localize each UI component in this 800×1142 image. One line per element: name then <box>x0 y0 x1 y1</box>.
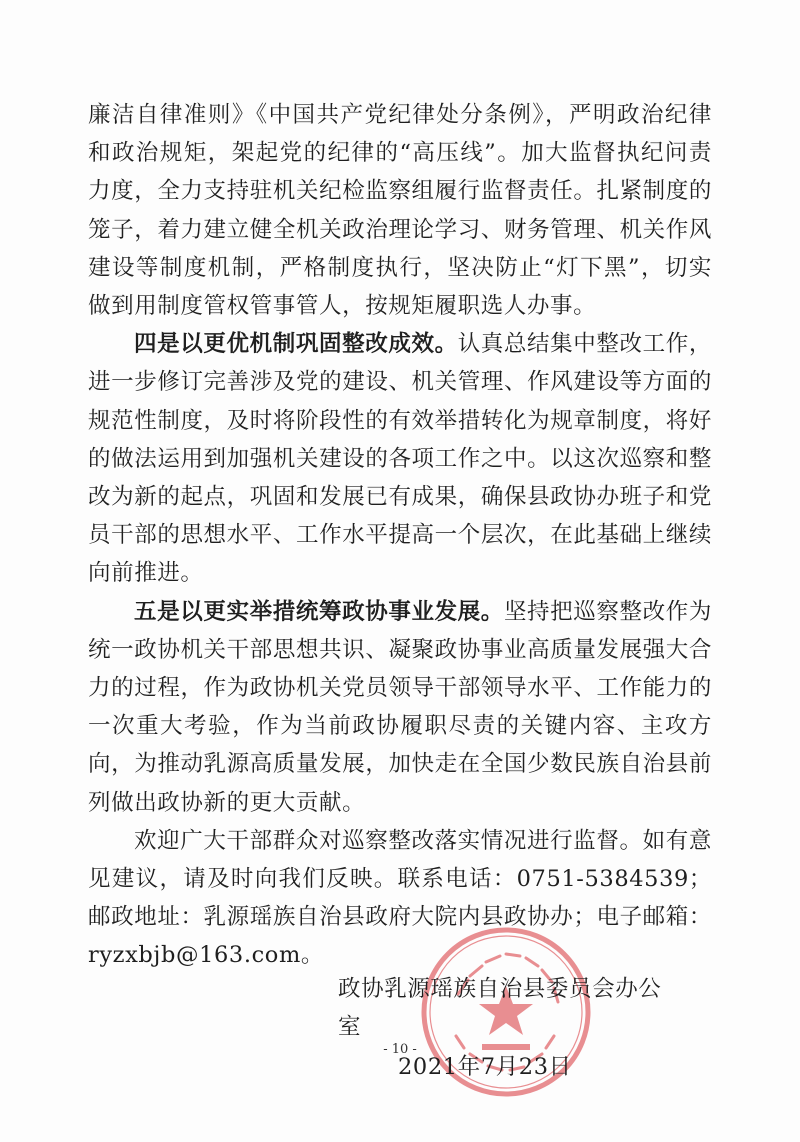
document-body <box>88 96 712 975</box>
paragraph-4 <box>88 822 712 975</box>
paragraph-3-text: 坚持把巡察整改作为统一政协机关干部思想共识、凝聚政协事业高质量发展强大合力的过程，作为政协机关党员领导干部领导水平、工作能力的一次重大考验，作为当前政协履职尽责的关键内容、主攻方向，为推动乳源高质量发展，加快走在全国少数民族自治县前列做出政协新的更大贡献。 <box>88 598 712 816</box>
paragraph-4-text: 欢迎广大干部群众对巡察整改落实情况进行监督。如有意见建议，请及时向我们反映。联系电话：0751-5384539；邮政地址：乳源瑶族自治县政府大院内县政协办；电子邮箱：ryzxbjb@163.com。 <box>88 827 712 969</box>
paragraph-2-lead: 四是以更优机制巩固整改成效。 <box>134 331 458 358</box>
signature-block <box>338 970 668 1086</box>
paragraph-1-text: 廉洁自律准则》《中国共产党纪律处分条例》，严明政治纪律和政治规矩，架起党的纪律的“高压线”。加大监督执纪问责力度，全力支持驻机关纪检监察组履行监督责任。扎紧制度的笼子，着力建立健全机关政治理论学习、财务管理、机关作风建设等制度机制，严格制度执行，坚决防止“灯下黑”，切实做到用制度管权管事管人，按规矩履职选人办事。 <box>88 102 712 320</box>
paragraph-1 <box>88 96 712 325</box>
paragraph-3 <box>88 593 712 822</box>
signature-organization: 政协乳源瑶族自治县委员会办公室 <box>338 976 662 1040</box>
page-number: - 10 - <box>383 1042 417 1057</box>
paragraph-3-lead: 五是以更实举措统筹政协事业发展。 <box>134 598 504 625</box>
signature-date: 2021年7月23日 <box>398 1054 572 1080</box>
paragraph-2-text: 认真总结集中整改工作，进一步修订完善涉及党的建设、机关管理、作风建设等方面的规范性制度，及时将阶段性的有效举措转化为规章制度，将好的做法运用到加强机关建设的各项工作之中。以这次巡察和整改为新的起点，巩固和发展已有成果，确保县政协办班子和党员干部的思想水平、工作水平提高一个层次，在此基础上继续向前推进。 <box>88 331 712 587</box>
paragraph-2 <box>88 325 712 592</box>
